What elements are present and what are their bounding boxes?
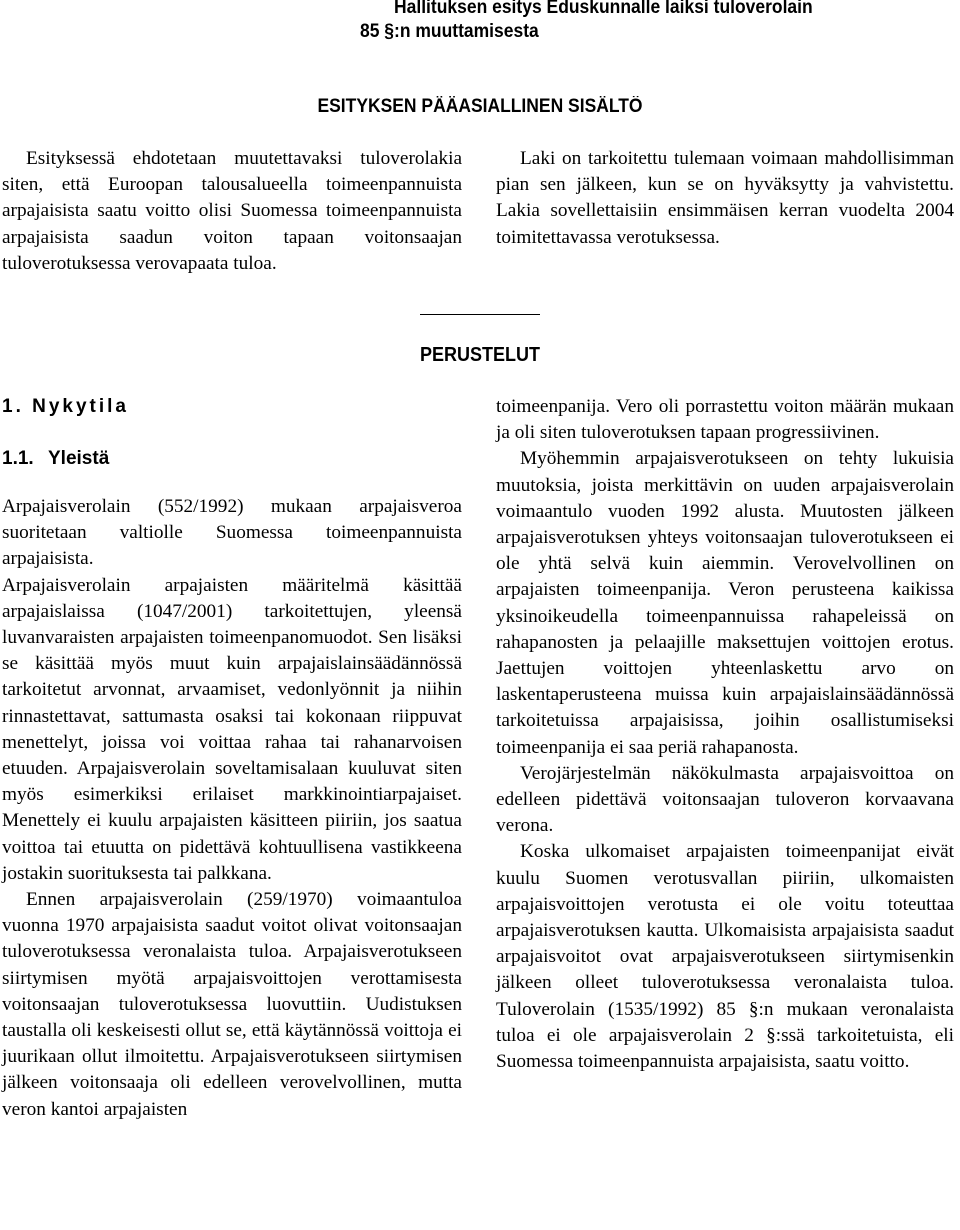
summary-left-paragraph: Esityksessä ehdotetaan muutettavaksi tuloverolakia siten, että Euroopan talousalueella toimeenpannuista arpajaisista saatu voitto olisi Suomessa toimeenpannuista arpajaisista saadun voiton tapaan voitonsaajan tuloverotuksessa verovapaata tuloa. bbox=[2, 148, 462, 274]
body-left-column bbox=[2, 494, 462, 1123]
document-title: Hallituksen esitys Eduskunnalle laiksi tuloverolain bbox=[394, 0, 813, 18]
body-paragraph: Arpajaisverolain arpajaisten määritelmä käsittää arpajaislaissa (1047/2001) tarkoitettujen, yleensä luvanvaraisten arpajaisten toimeenpanomuodot. Sen lisäksi se käsittää myös muut kuin arpajaislainsäädännössä tarkoitetut arvonnat, arvaamiset, vedonlyönnit ja niihin rinnastettavat, sattumasta osaksi tai kokonaan riippuvat menettelyt, joissa voi voittaa rahaa tai rahanarvoisen etuuden. Arpajaisverolain soveltamisalaan kuuluvat siten myös esimerkiksi erilaiset markkinointiarpajaiset. Menettely ei kuulu arpajaisten käsitteen piiriin, jos saatua voittoa tai etuutta on pidettävä kohtuullisena vastikkeena jostakin suorituksesta tai palkkana. bbox=[2, 574, 462, 884]
body-paragraph: toimeenpanija. Vero oli porrastettu voiton määrän mukaan ja oli siten tuloverotuksen tapaan progressiivinen. bbox=[496, 396, 954, 444]
body-right-column bbox=[496, 394, 954, 1075]
perustelut-heading: PERUSTELUT bbox=[419, 344, 541, 366]
section-divider bbox=[420, 314, 540, 315]
summary-right-paragraph: Laki on tarkoitettu tulemaan voimaan mahdollisimman pian sen jälkeen, kun se on hyväksytty ja vahvistettu. Lakia sovellettaisiin ensimmäisen kerran vuodelta 2004 toimitettavassa verotuksessa. bbox=[496, 148, 954, 248]
section-1-1-heading bbox=[2, 448, 109, 470]
body-paragraph: Myöhemmin arpajaisverotukseen on tehty lukuisia muutoksia, joista merkittävin on uuden arpajaisverolain voimaantulo vuoden 1992 alusta. Muutosten jälkeen arpajaisverotuksen yhteys voitonsaajan tuloverotukseen ei ole yhtä selvä kuin aiemmin. Verovelvollinen on arpajaisten toimeenpanija. Veron perusteena kaikissa yksinoikeudella toimeenpannuissa rahapeleissä on rahapanosten ja pelaajille maksettujen voittojen erotus. Jaettujen voittojen yhteenlaskettu arvo on laskentaperusteena muissa kuin arpajaislainsäädännössä tarkoitetuissa arpajaisissa, joihin osallistumiseksi toimeenpanija ei saa periä rahapanosta. bbox=[496, 448, 954, 758]
body-paragraph: Koska ulkomaiset arpajaisten toimeenpanijat eivät kuulu Suomen verotusvallan piiriin, ulkomaisten arpajaisvoittojen verotusta ei ole voitu toteuttaa arpajaisverotuksen kautta. Ulkomaisista arpajaisista saadut arpajaisvoitot ovat arpajaisverotukseen siirtymisenkin jälkeen olleet tuloverotuksessa veronalaista tuloa. Tuloverolain (1535/1992) 85 §:n mukaan veronalaista tuloa ei ole arpajaisverolain 2 §:ssä tarkoitetuista, eli Suomessa toimeenpannuista arpajaisista, saatu voitto. bbox=[496, 841, 954, 1073]
body-paragraph: Arpajaisverolain (552/1992) mukaan arpajaisveroa suoritetaan valtiolle Suomessa toimeenpannuista arpajaisista. bbox=[2, 496, 462, 570]
body-paragraph: Verojärjestelmän näkökulmasta arpajaisvoittoa on edelleen pidettävä voitonsaajan tuloveron korvaavana verona. bbox=[496, 762, 954, 837]
document-title-continuation: 85 §:n muuttamisesta bbox=[360, 21, 539, 42]
body-paragraph: Ennen arpajaisverolain (259/1970) voimaantuloa vuonna 1970 arpajaisista saadut voitot olivat voitonsaajan tuloverotuksessa veronalaista tuloa. Arpajaisverotukseen siirtymisen myötä arpajaisvoittojen verottamisesta voitonsaajan tuloverotuksessa luovuttiin. Uudistuksen taustalla oli keskeisesti ollut se, että käytännössä voittoja ei juurikaan ollut ilmoitettu. Arpajaisverotukseen siirtymisen jälkeen voitonsaaja oli edelleen verovelvollinen, mutta veron kantoi arpajaisten bbox=[2, 889, 462, 1120]
summary-heading: ESITYKSEN PÄÄASIALLINEN SISÄLTÖ bbox=[317, 96, 643, 117]
summary-left-column bbox=[2, 146, 462, 277]
section-1-1-number: 1.1. bbox=[2, 448, 34, 469]
section-1-heading: 1. Nykytila bbox=[2, 396, 129, 417]
summary-right-column bbox=[496, 146, 954, 251]
section-1-1-title: Yleistä bbox=[48, 448, 110, 469]
